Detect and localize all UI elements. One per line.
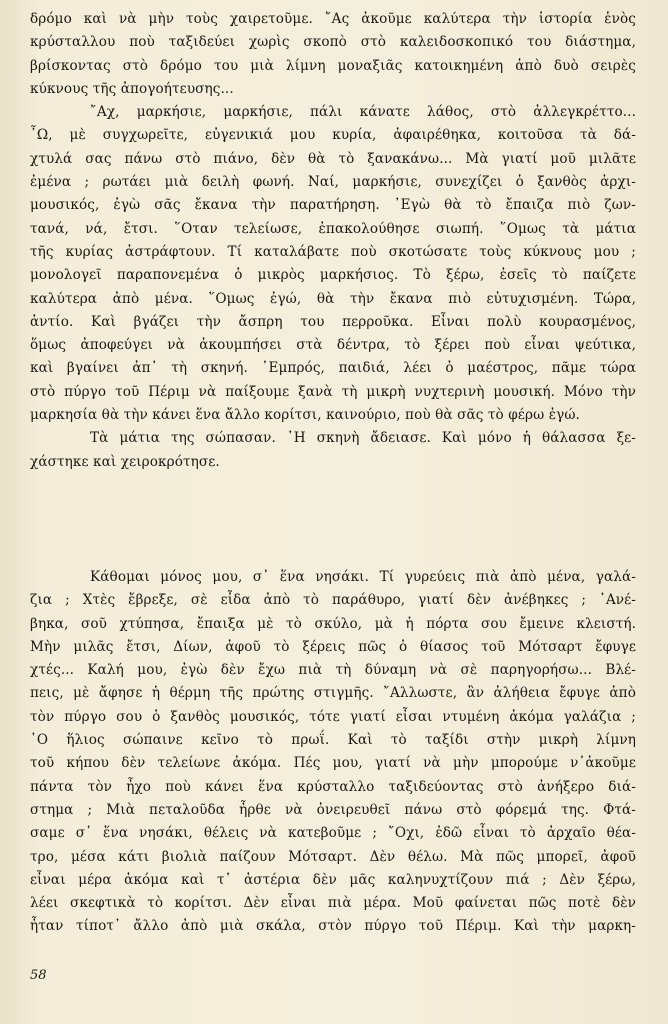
- text-line: μουσικός, ἐγὼ σᾶς ἔκανα τὴν παρατήρηση. ᾿Εγὼ θὰ τὸ ἔπαιζα πιὸ ζων-: [30, 197, 636, 214]
- text-line: ἀντίο. Καὶ βγάζει τὴν ἄσπρη του περροῦκα. Εἶναι πολὺ κουρασμένος,: [30, 313, 636, 330]
- text-line: λέει σκεφτικὰ τὸ κορίτσι. Δὲν εἶναι πιὰ μέρα. Μοῦ φαίνεται πῶς ποτὲ δὲν: [30, 895, 636, 912]
- text-line: ῾Ο ἥλιος σώπαινε κεῖνο τὸ πρωΐ. Καὶ τὸ ταξίδι στὴν μικρὴ λίμνη: [30, 732, 636, 749]
- text-line: σαμε σ᾿ ἕνα νησάκι, θέλεις νὰ κατεβοῦμε ; ῎Οχι, ἐδῶ εἶναι τὸ ἀρχαῖο θέα-: [30, 825, 636, 842]
- text-block-bottom: [30, 566, 636, 939]
- text-line: τοῦ κήπου δὲν τελείωνε ἀκόμα. Πές μου, γιατί νὰ μὴν μπορούμε ν᾿ἀκοῦμε: [30, 755, 636, 772]
- text-line: κρύσταλλου ποὺ ταξιδεύει χωρὶς σκοπὸ στὸ καλειδοσκοπικό του διάστημα,: [30, 34, 636, 51]
- text-line: καὶ βγαίνει ἀπ᾿ τὴ σκηνή. ᾿Εμπρός, παιδιά, λέει ὁ μαέστρος, πᾶμε τώρα: [30, 360, 636, 377]
- text-line: βηκα, σοῦ χτύπησα, ἔπαιξα μὲ τὸ σκύλο, μὰ ἡ πόρτα σου ἔμεινε κλειστή.: [30, 615, 636, 632]
- paragraph-2: [30, 101, 636, 427]
- text-line: εἶναι μέρα ἀκόμα καὶ τ᾿ ἀστέρια δὲν μᾶς καληνυχτίζουν πιά ; Δὲν ξέρω,: [30, 871, 636, 888]
- paragraph-1: [30, 8, 636, 101]
- text-line: χτές... Καλή μου, ἐγὼ δὲν ἔχω πιὰ τὴ δύναμη νὰ σὲ παρηγορήσω... Βλέ-: [30, 662, 636, 679]
- text-line: τρο, μέσα κάτι βιολιὰ παίζουν Μότσαρτ. Δὲν θέλω. Μὰ πῶς μπορεῖ, ἀφοῦ: [30, 848, 636, 865]
- text-line: μονολογεῖ παραπονεμένα ὁ μικρὸς μαρκήσιος. Τὸ ξέρω, ἐσεῖς τὸ παίζετε: [30, 267, 636, 284]
- text-line: Μὴν μιλᾶς ἔτσι, Δίων, ἀφοῦ τὸ ξέρεις πῶς ὁ θίασος τοῦ Μότσαρτ ἔφυγε: [30, 638, 636, 655]
- text-line: στημα ; Μιὰ πεταλοῦδα ἦρθε νὰ ὀνειρευθεῖ πάνω στὸ φόρεμά της. Φτά-: [30, 801, 636, 818]
- text-line: βρίσκοντας στὸ δρόμο του μιὰ λίμνη μοναξιᾶς κατοικημένη ἀπὸ δυὸ σειρὲς: [30, 57, 636, 74]
- text-line: κύκνους τῆς ἀπογοήτευσης...: [30, 80, 234, 97]
- text-line: Τὰ μάτια της σώπασαν. ῾Η σκηνὴ ἄδειασε. Καὶ μόνο ἡ θάλασσα ξε-: [90, 430, 636, 447]
- text-line: στὸ πύργο τοῦ Πέριμ νὰ παίξουμε ξανὰ τὴ μικρὴ νυχτερινὴ μουσική. Μόνο τὴν: [30, 383, 636, 400]
- text-line: τὸν πύργο σου ὁ ξανθὸς μουσικός, τότε γιατί εἶσαι ντυμένη ἀκόμα γαλάζια ;: [30, 708, 636, 725]
- text-line: ἐμένα ; ρωτάει μιὰ δειλὴ φωνή. Ναί, μαρκήσιε, συνεχίζει ὁ ξανθὸς ἀρχι-: [30, 174, 636, 191]
- text-line: ῏Ω, μὲ συγχωρεῖτε, εὐγενικιά μου κυρία, ἀφαιρέθηκα, κοιτοῦσα τὰ δά-: [30, 127, 636, 144]
- text-line: ῎Αχ, μαρκήσιε, μαρκήσιε, πάλι κάνατε λάθος, στὸ ἀλλεγκρέττο...: [90, 104, 636, 121]
- text-line: χτυλά σας πάνω στὸ πιάνο, δὲν θὰ τὸ ξανακάνω... Μὰ γιατί μοῦ μιλᾶτε: [30, 150, 636, 167]
- text-line: ζια ; Χτὲς ἔβρεξε, σὲ εἶδα ἀπὸ τὸ παράθυρο, γιατί δὲν ἀνέβηκες ; ᾿Ανέ-: [30, 592, 636, 609]
- text-line: τανά, νά, ἔτσι. ῞Οταν τελείωσε, ἐπακολούθησε σιωπή. ῞Ομως τὰ μάτια: [30, 220, 636, 237]
- text-line: μαρκησία θὰ τὴν κάνει ἕνα ἄλλο κορίτσι, καινούριο, ποὺ θὰ σᾶς τὸ φέρω ἐγώ.: [30, 407, 580, 424]
- text-line: χάστηκε καὶ χειροκρότησε.: [30, 453, 220, 470]
- text-line: ὅμως ἀποφεύγει νὰ ἀκουμπήσει στὰ δέντρα, τὸ ξέρει ποὺ εἶναι ψεύτικα,: [30, 337, 636, 354]
- text-line: Κάθομαι μόνος μου, σ᾿ ἕνα νησάκι. Τί γυρεύεις πιὰ ἀπὸ μένα, γαλά-: [90, 569, 636, 585]
- paragraph-3: [30, 427, 636, 474]
- text-line: πεις, μὲ ἄφησε ἡ θέρμη τῆς πρώτης στιγμῆς. ῎Αλλωστε, ἂν ἀλήθεια ἔφυγε ἀπὸ: [30, 685, 636, 702]
- text-line: ἦταν τίποτ᾿ ἄλλο ἀπὸ μιὰ σκάλα, στὸν πύργο τοῦ Πέριμ. Καὶ τὴν μαρκη-: [30, 918, 636, 935]
- text-block-top: [30, 8, 636, 474]
- page-number: 58: [30, 968, 47, 983]
- text-line: καλύτερα ἀπὸ μένα. ῞Ομως ἐγώ, θὰ τὴν ἔκανα πιὸ εὐτυχισμένη. Τώρα,: [30, 290, 636, 307]
- text-line: τῆς κυρίας ἀστράφτουν. Τί καταλάβατε ποὺ σκοτώσατε τοὺς κύκνους μου ;: [30, 243, 636, 260]
- text-line: δρόμο καὶ νὰ μὴν τοὺς χαιρετοῦμε. ῎Ας ἀκοῦμε καλύτερα τὴν ἱστορία ἑνὸς: [30, 11, 636, 27]
- paragraph-4: [30, 566, 636, 939]
- text-line: πάντα τὸν ἦχο ποὺ κάνει ἕνα κρύσταλλο ταξιδεύοντας στὸ ἀνήξερο διά-: [30, 778, 636, 795]
